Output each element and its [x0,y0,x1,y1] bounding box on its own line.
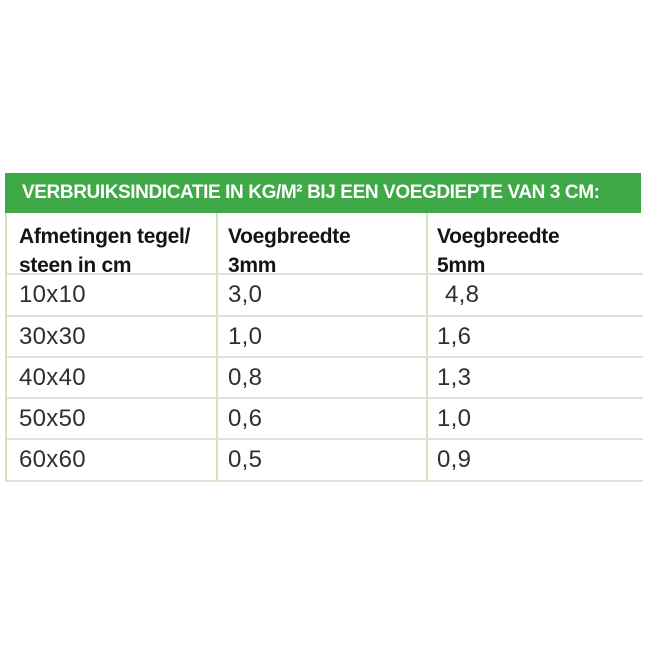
table-title: VERBRUIKSINDICATIE IN KG/M² BIJ EEN VOEGDIEPTE VAN 3 CM: [22,182,600,203]
cell-size: 50x50 [7,399,216,440]
cell-5mm-value: 1,6 [426,317,643,358]
column-header-line: Voegbreedte [228,225,351,248]
cell-size: 60x60 [7,440,216,482]
cell-3mm-value: 0,8 [216,358,426,399]
cell-size: 30x30 [7,317,216,358]
column-header-line: Voegbreedte [437,225,560,248]
cell-3mm-value: 3,0 [216,275,426,317]
column-header-voegbreedte-3mm [216,213,426,275]
column-header-line: Afmetingen tegel/ [19,225,191,248]
cell-5mm-value: 0,9 [426,440,643,482]
column-header-line: 3mm [228,254,277,275]
cell-3mm-value: 0,5 [216,440,426,482]
cell-5mm-value: 1,0 [426,399,643,440]
consumption-table [5,213,643,482]
column-header-afmetingen [7,213,216,275]
cell-5mm-value: 4,8 [426,275,643,317]
column-header-line: steen in cm [19,254,132,275]
cell-5mm-value: 1,3 [426,358,643,399]
column-header-voegbreedte-5mm [426,213,643,275]
cell-size: 10x10 [7,275,216,317]
cell-3mm-value: 1,0 [216,317,426,358]
column-header-line: 5mm [437,254,486,275]
cell-size: 40x40 [7,358,216,399]
cell-3mm-value: 0,6 [216,399,426,440]
header-bar [5,173,641,213]
